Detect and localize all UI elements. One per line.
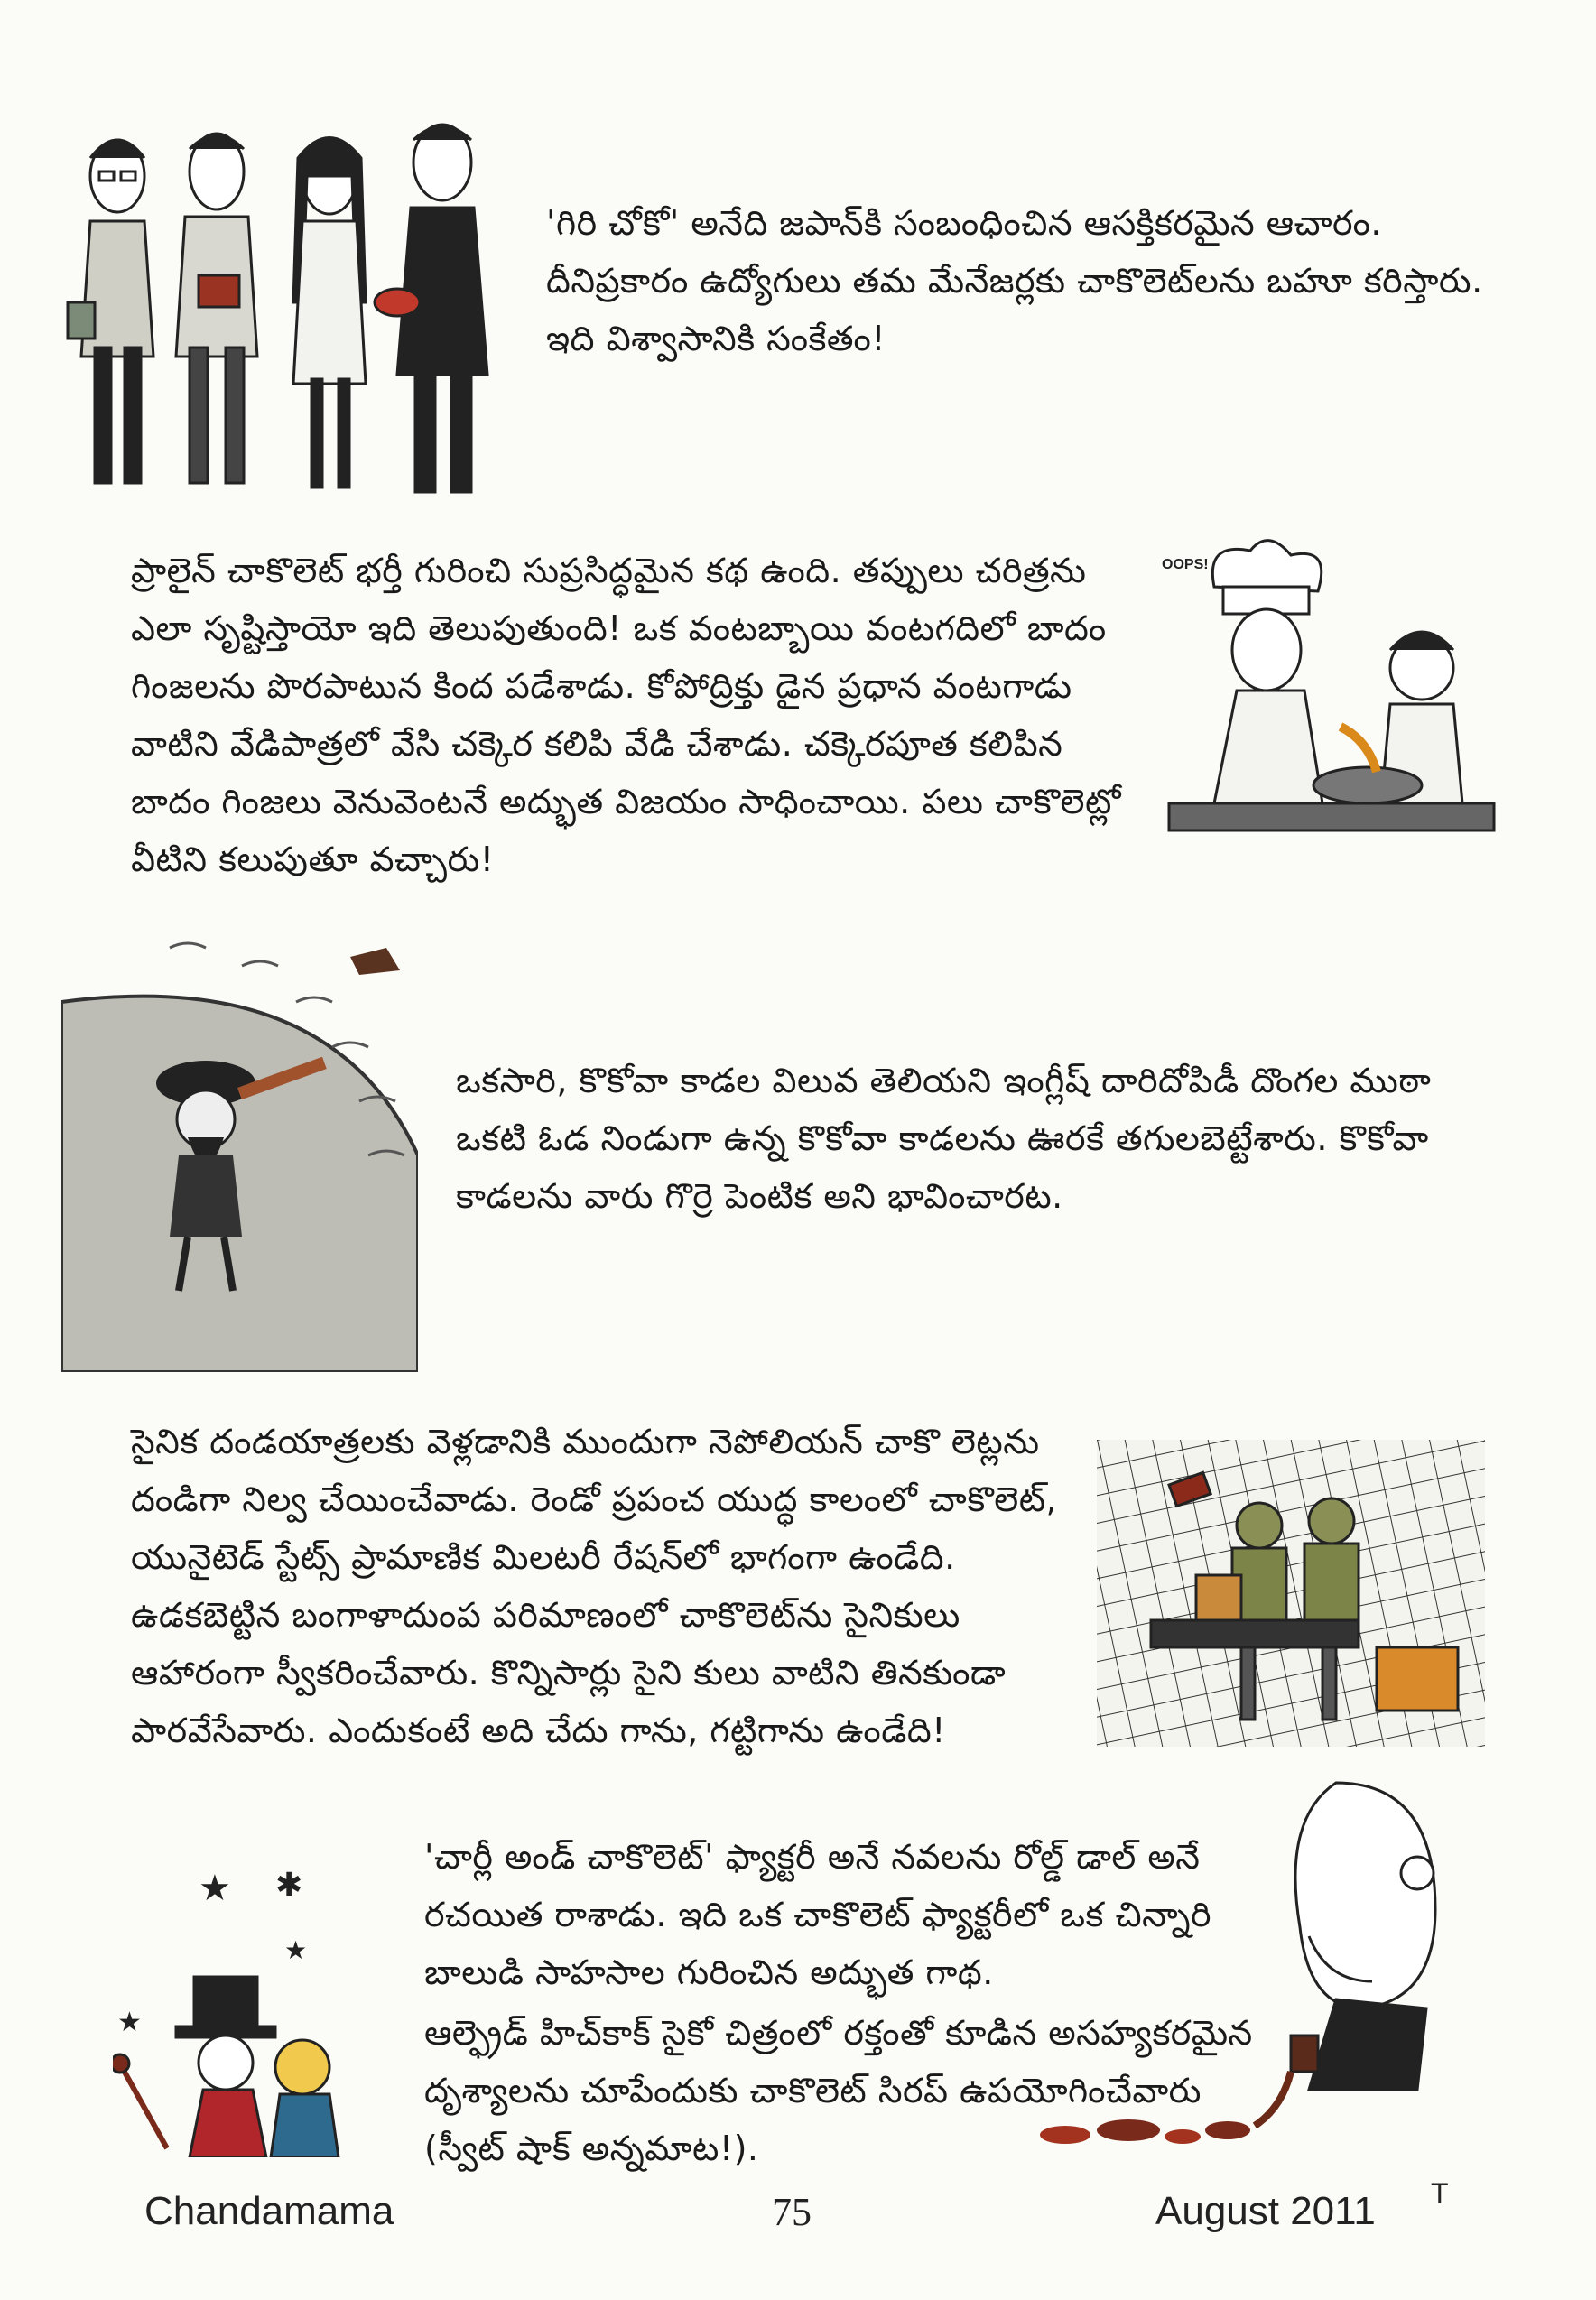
office-workers-illustration: [63, 122, 533, 519]
chef-exclaim-text: OOPS!: [1162, 557, 1209, 572]
giri-choco-paragraph: 'గిరి చోకో' అనేది జపాన్‌కి సంబంధించిన ఆసక్తికరమైన ఆచారం. దీనిప్రకారం ఉద్యోగులు తమ మేనేజర్లకు చాకొలెట్‌లను బహూ కరిస్తారు. ఇది విశ్వాసానికి సంకేతం!: [546, 203, 1483, 358]
wonka-illustration: [113, 1859, 384, 2157]
charlie-paragraph: 'చార్లీ అండ్ చాకొలెట్' ఫ్యాక్టరీ అనే నవలను రోల్డ్ డాల్ అనే రచయిత రాశాడు. ఇది ఒక చాకొలెట్ ఫ్యాక్టరీలో ఒక చిన్నారి బాలుడి సాహసాల గురించిన అద్భుత గాథ.: [424, 1837, 1211, 1992]
svg-text:✱: ✱: [275, 1867, 303, 1904]
svg-text:★: ★: [199, 1868, 231, 1909]
napoleon-paragraph: సైనిక దండయాత్రలకు వెళ్లడానికి ముందుగా నెపోలియన్ చాకొ లెట్లను దండిగా నిల్వ చేయించేవాడు. రెండో ప్రపంచ యుద్ధ కాలంలో చాకొలెట్, యునైటెడ్ స్టేట్స్ ప్రామాణిక మిలటరీ రేషన్‌లో భాగంగా ఉండేది. ఉడకబెట్టిన బంగాళాదుంప పరిమాణంలో చాకొలెట్‌ను సైనికులు ఆహారంగా స్వీకరించేవారు. కొన్నిసార్లు సైని కులు వాటిని తినకుండా పారవేసేవారు. ఎందుకంటే అది చేదు గాను, గట్టిగాను ఉండేది!: [131, 1422, 1058, 1750]
footer-issue-date: August 2011: [1155, 2189, 1376, 2233]
pirate-ship-illustration: [61, 930, 418, 1372]
footer-magazine-name: Chandamama: [144, 2189, 394, 2233]
svg-text:★: ★: [284, 1935, 308, 1965]
chef-illustration: [1160, 533, 1503, 894]
pirates-paragraph: ఒకసారి, కొకోవా కాడల విలువ తెలియని ఇంగ్లీష్ దారిదోపిడీ దొంగల ముఠా ఒకటి ఓడ నిండుగా ఉన్న కొకోవా కాడలను ఊరకే తగులబెట్టేశారు. కొకోవా కాడలను వారు గొర్రె పెంటిక అని భావించారట.: [456, 1061, 1432, 1216]
praline-paragraph: ప్రాలైన్ చాకొలెట్ భర్తీ గురించి సుప్రసిద్ధమైన కథ ఉంది. తప్పులు చరిత్రను ఎలా సృష్టిస్తాయో ఇది తెలుపుతుంది! ఒక వంటబ్బాయి వంటగదిలో బాదం గింజలను పొరపాటున కింద పడేశాడు. కోపోద్రిక్తు డైన ప్రధాన వంటగాడు వాటిని వేడిపాత్రలో వేసి చక్కెర కలిపి వేడి చేశాడు. చక్కెరపూత కలిపిన బాదం గింజలు వెనువెంటనే అద్భుత విజయం సాధించాయి. పలు చాకొలెట్లో వీటిని కలుపుతూ వచ్చారు!: [131, 551, 1121, 879]
footer-page-number: 75: [772, 2190, 812, 2234]
svg-text:★: ★: [117, 2007, 142, 2038]
hitchcock-paragraph: ఆల్ఫ్రెడ్ హిచ్‌కాక్ సైకో చిత్రంలో రక్తంతో కూడిన అసహ్యకరమైన దృశ్యాలను చూపేందుకు చాకొలెట్ సిరప్ ఉపయోగించేవారు (స్వీట్ షాక్ అన్నమాట!).: [424, 2013, 1253, 2168]
footer-mark: T: [1431, 2177, 1449, 2210]
soldiers-illustration: [1097, 1440, 1485, 1747]
